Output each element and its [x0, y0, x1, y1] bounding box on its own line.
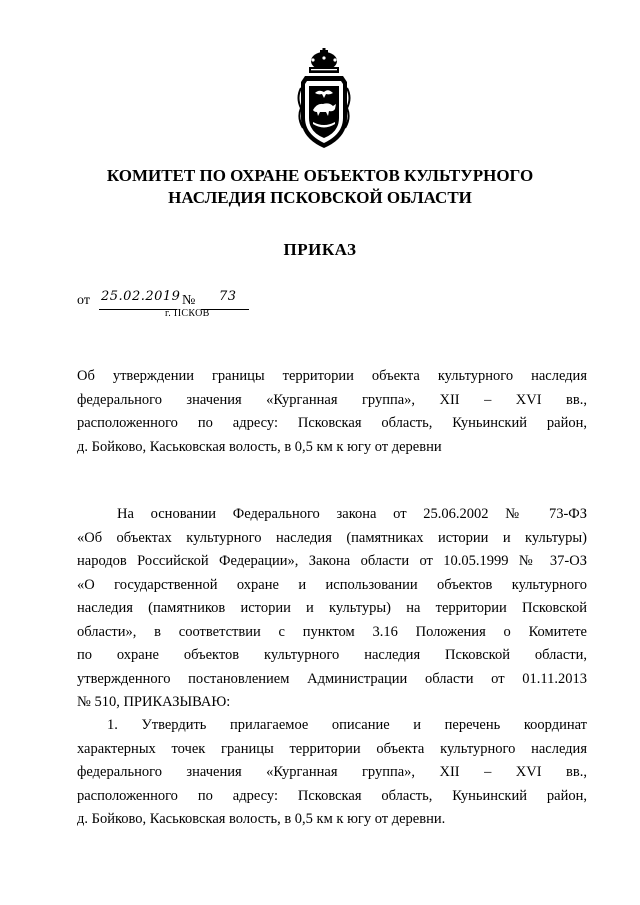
crown-icon [309, 48, 339, 73]
item-line: расположенного по адресу: Псковская область, Куньинский район, [77, 787, 587, 804]
body-line: области», в соответствии с пунктом 3.16 Положения о Комитете [77, 623, 587, 640]
order-title: ПРИКАЗ [283, 240, 357, 259]
body-line: На основании Федерального закона от 25.06.2002 № 73-ФЗ [117, 506, 587, 522]
item-line: д. Бойково, Каськовская волость, в 0,5 км к югу от деревни. [77, 811, 446, 827]
body-line: утвержденного постановлением Администрации области от 01.11.2013 [77, 670, 587, 687]
item-line: 1. Утвердить прилагаемое описание и перечень координат [107, 717, 587, 733]
order-date: 25.02.2019 [101, 289, 181, 304]
committee-name-line-1: КОМИТЕТ ПО ОХРАНЕ ОБЪЕКТОВ КУЛЬТУРНОГО [106, 166, 534, 185]
city-label: г. ПСКОВ [165, 308, 210, 319]
committee-name-line-2: НАСЛЕДИЯ ПСКОВСКОЙ ОБЛАСТИ [168, 188, 472, 207]
from-label: от [77, 293, 90, 308]
body-line: № 510, ПРИКАЗЫВАЮ: [77, 694, 231, 710]
order-number: 73 [219, 289, 237, 304]
body-line: народов Российской Федерации», Закона области от 10.05.1999 № 37-ОЗ [77, 553, 587, 569]
body-line: наследия (памятников истории и культуры) на территории Псковской [77, 600, 587, 616]
number-label: № [182, 293, 196, 308]
item-line: характерных точек границы территории объекта культурного наследия [77, 740, 587, 757]
subject-line: расположенного по адресу: Псковская область, Куньинский район, [77, 415, 587, 431]
subject-line: федерального значения «Курганная группа», XII – XVI вв., [77, 391, 587, 408]
body-line: «Об объектах культурного наследия (памятниках истории и культуры) [77, 529, 587, 546]
body-line: по охране объектов культурного наследия Псковской области, [77, 647, 587, 663]
subject-line: д. Бойково, Каськовская волость, в 0,5 км к югу от деревни [77, 438, 442, 455]
item-1-paragraph [77, 714, 587, 832]
preamble-paragraph [77, 503, 587, 715]
order-subject [77, 365, 587, 459]
subject-line: Об утверждении границы территории объекта культурного наследия [77, 368, 587, 384]
item-line: федерального значения «Курганная группа», XII – XVI вв., [77, 764, 587, 780]
coat-of-arms-emblem [293, 48, 355, 150]
body-line: «О государственной охране и использовании объектов культурного [77, 576, 587, 593]
